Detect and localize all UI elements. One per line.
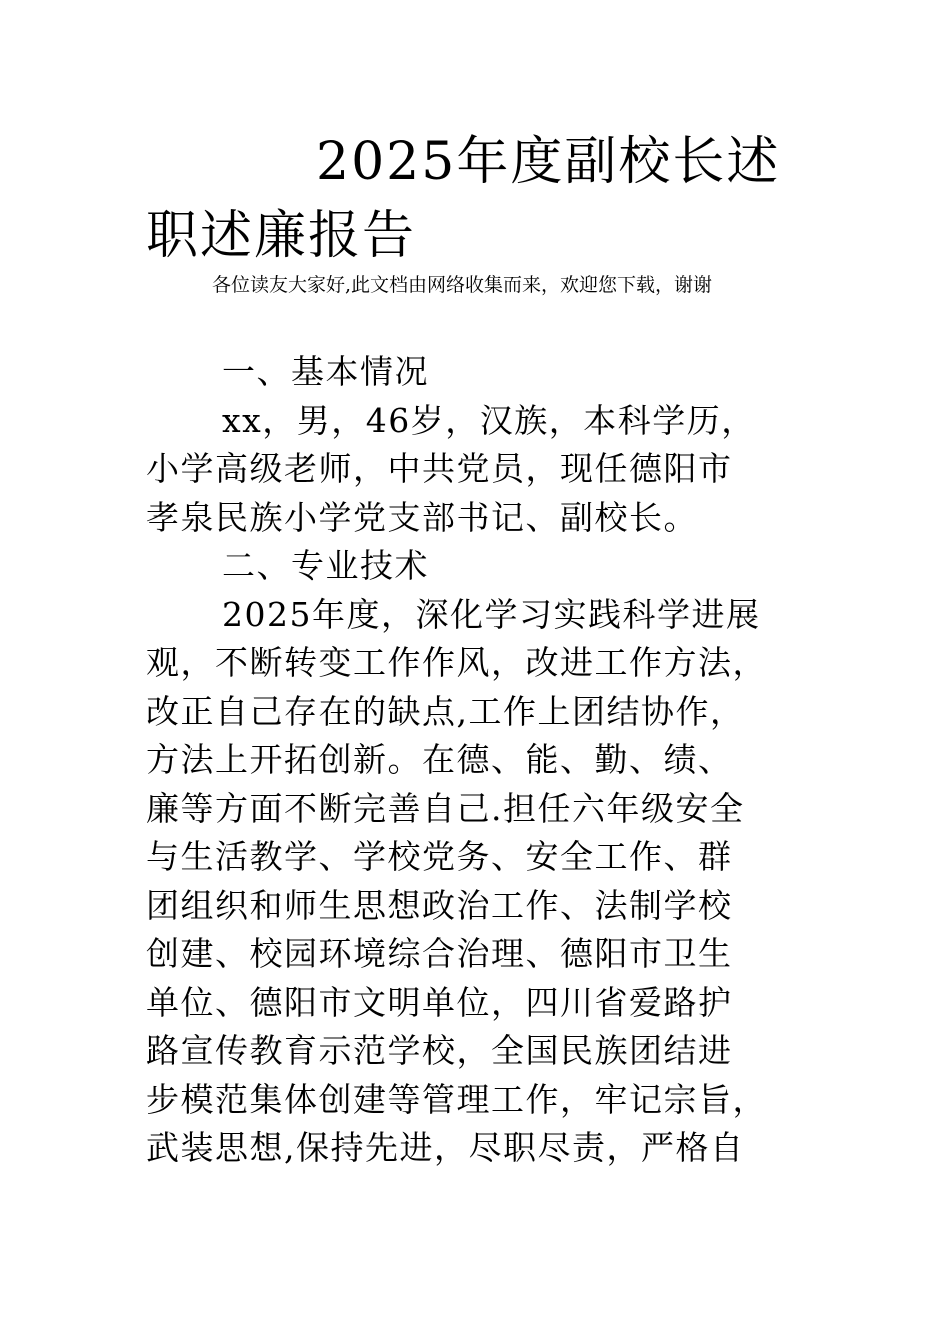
paragraph-line: 观，不断转变工作作风，改进工作方法， [146, 643, 767, 682]
paragraph-line: 小学高级老师，中共党员，现任德阳市 [146, 449, 733, 488]
section-heading-professional-skills: 二、专业技术 [222, 546, 429, 585]
paragraph-line: 方法上开拓创新。在德、能、勤、绩、 [146, 740, 733, 779]
paragraph-line: 改正自己存在的缺点,工作上团结协作， [146, 691, 745, 731]
document-title-line-1: 2025年度副校长述 [316, 132, 781, 192]
paragraph-line: 步模范集体创建等管理工作，牢记宗旨， [146, 1079, 767, 1119]
document-body [146, 348, 826, 1173]
download-notice: 各位读友大家好,此文档由网络收集而来，欢迎您下载，谢谢 [212, 274, 713, 296]
paragraph-line: 廉等方面不断完善自己.担任六年级安全 [146, 788, 745, 828]
paragraph-line: xx，男，46岁，汉族，本科学历， [222, 400, 756, 440]
paragraph-line: 团组织和师生思想政治工作、法制学校 [146, 885, 733, 925]
paragraph-line: 武装思想,保持先进，尽职尽责，严格自 [146, 1128, 745, 1167]
paragraph-line: 2025年度，深化学习实践科学进展 [222, 594, 761, 634]
paragraph-line: 创建、校园环境综合治理、德阳市卫生 [146, 934, 733, 973]
paragraph-line: 单位、德阳市文明单位，四川省爱路护 [146, 982, 733, 1022]
paragraph-line: 路宣传教育示范学校，全国民族团结进 [146, 1031, 733, 1070]
paragraph-line: 孝泉民族小学党支部书记、副校长。 [146, 497, 698, 537]
document-title-line-2: 职述廉报告 [146, 206, 417, 266]
paragraph-line: 与生活教学、学校党务、安全工作、群 [146, 837, 733, 876]
section-heading-basic-info: 一、基本情况 [222, 352, 429, 391]
